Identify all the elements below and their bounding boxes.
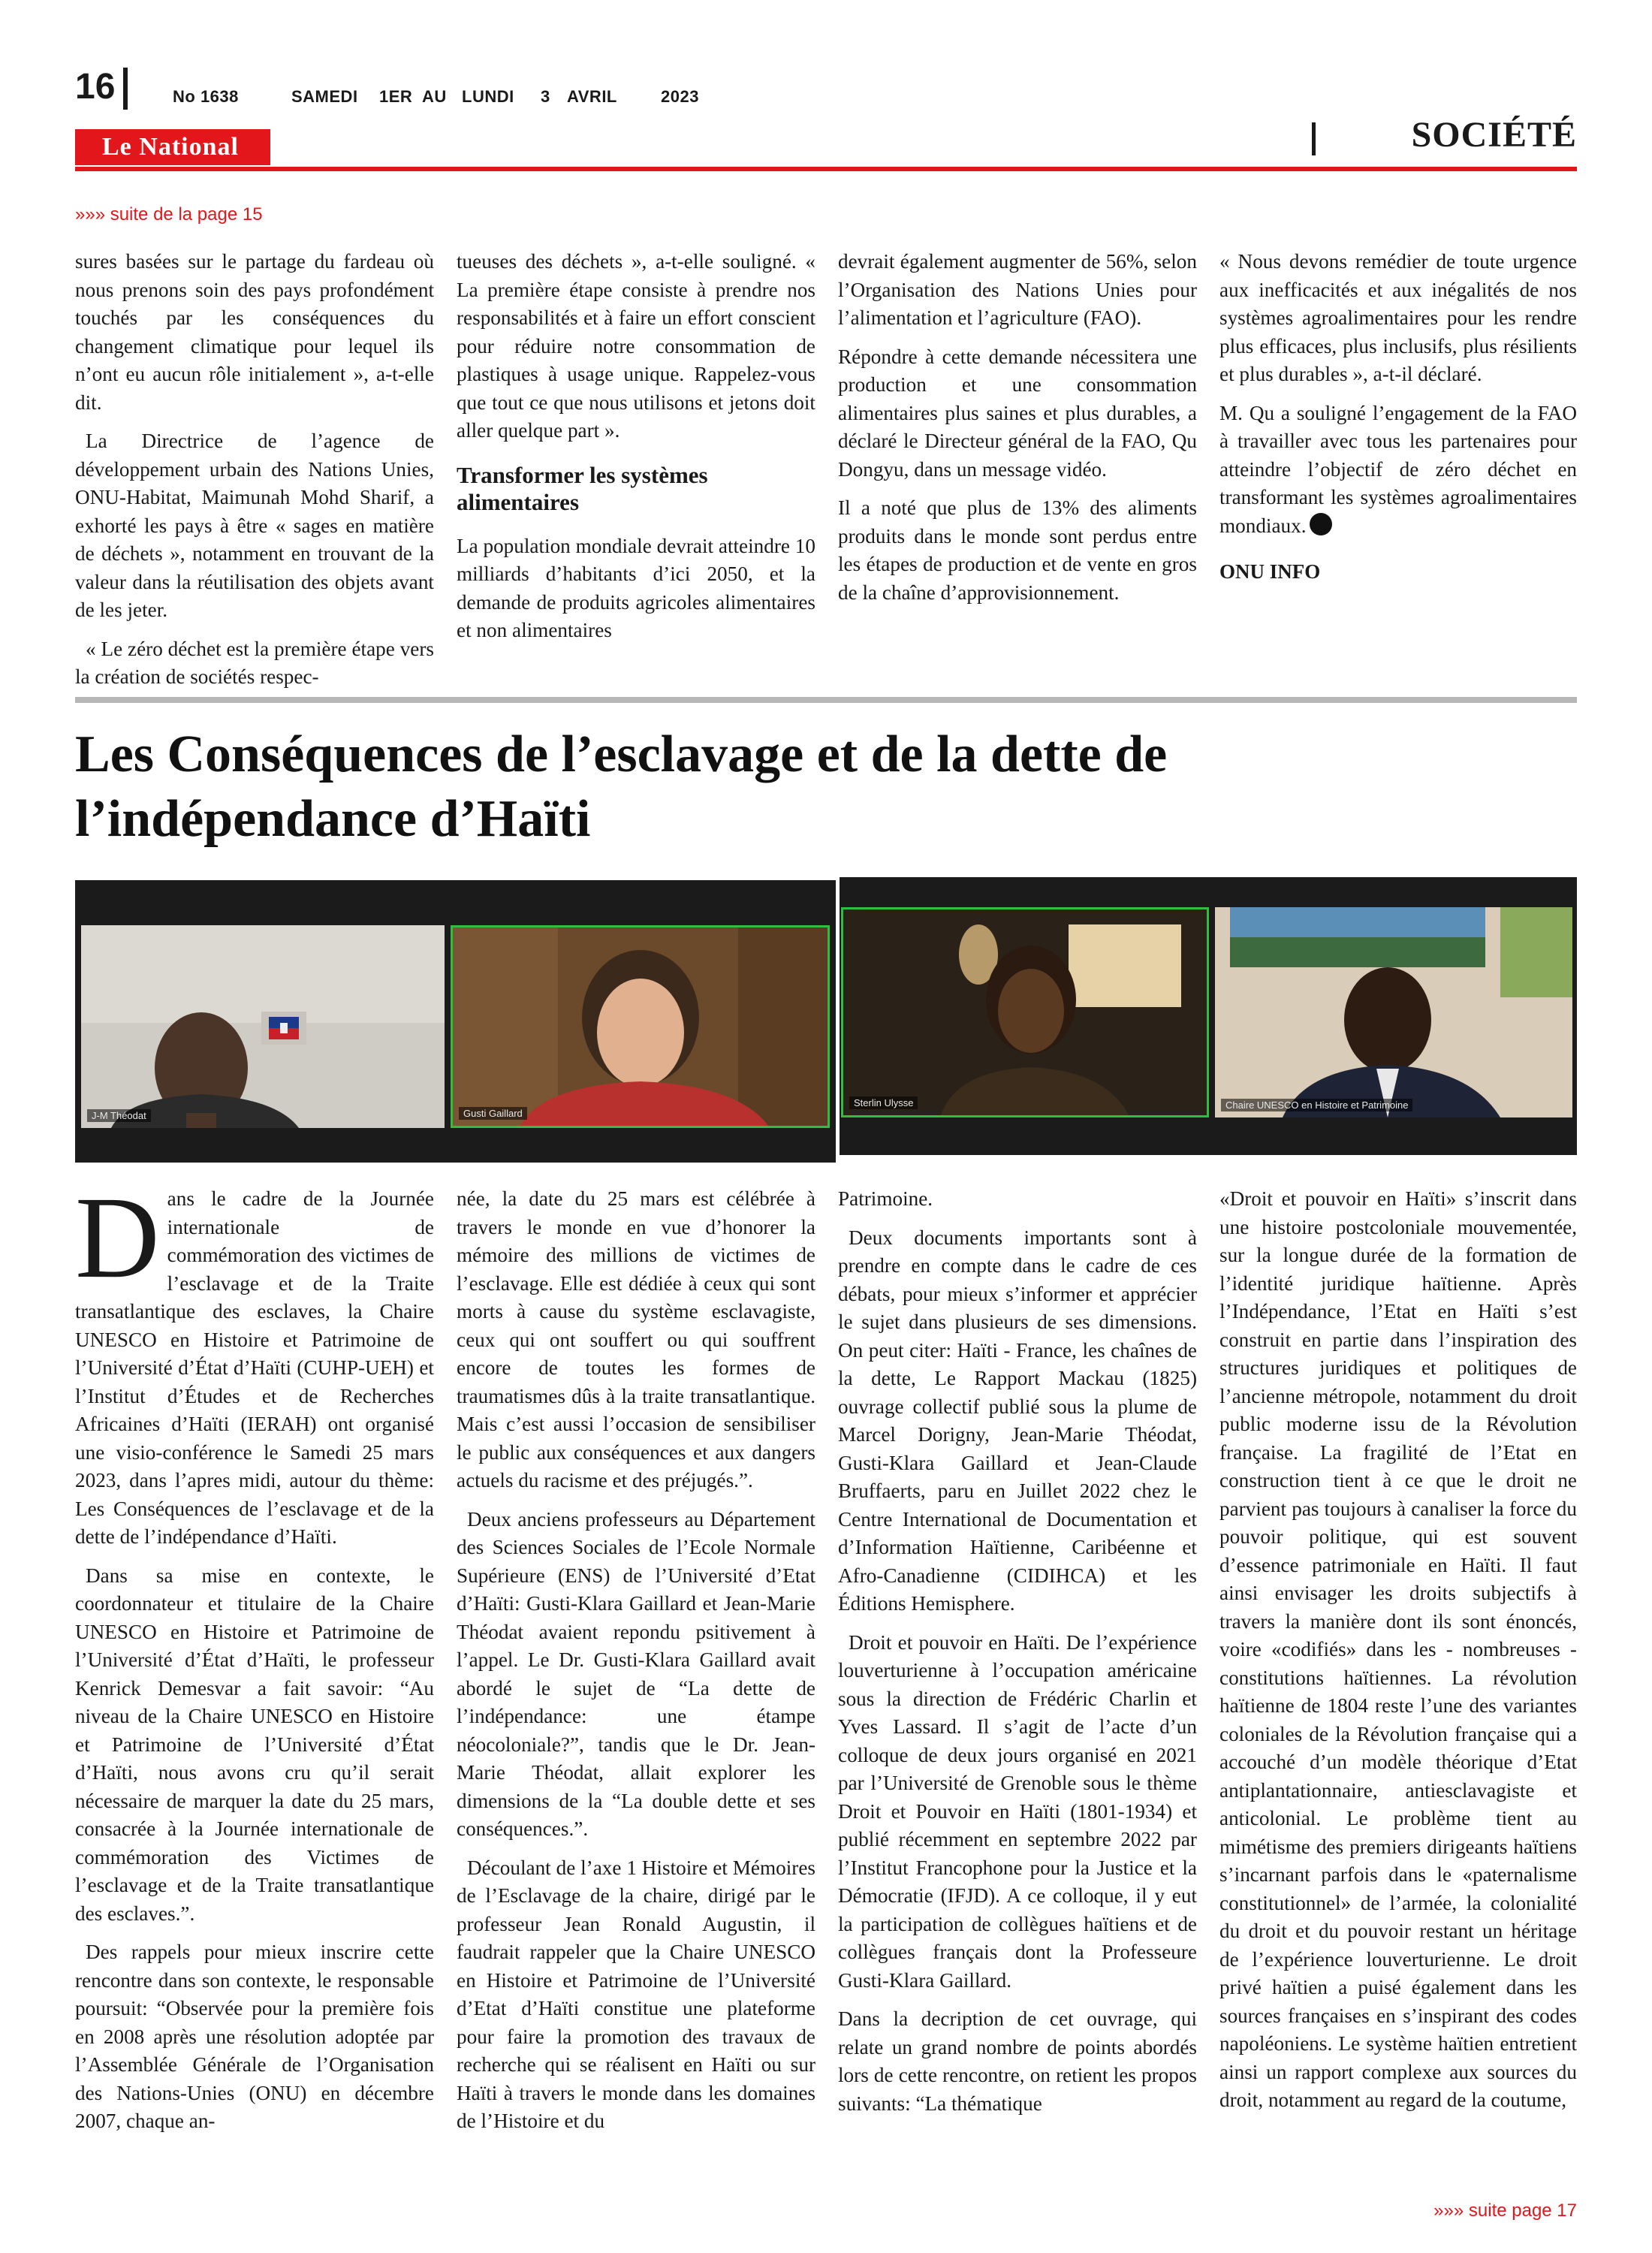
continued-to: »»» suite page 17 [1433,2200,1577,2221]
video-tile-gaillard [451,925,830,1128]
date-connector: AU [422,87,447,106]
header-red-rule [75,167,1577,171]
participant-image [1215,907,1572,1117]
article-signature: ONU INFO [1219,560,1321,583]
top-article-column-4 [1219,248,1577,587]
paragraph: «Droit et pouvoir en Haïti» s’inscrit dans une histoire postcoloniale mouvementée, sur la longue durée de la formation de l’identité juridique haïtienne. Après l’Indépendance, l’Etat en Haïti s’est construit en partie dans l’inspiration des structures juridiques et politiques de l’ancienne métropole, notamment du droit public moderne issu de la Révolution française. La fragilité de l’Etat en construction tient à ce que le droit ne parvient pas toujours à canaliser la force du pouvoir politique, qui est souvent d’essence patrimoniale en Haïti. Il faut ainsi envisager les droits subjectifs à travers la manière dont ils sont énoncés, voire «codifiés» dans les - nombreuses - constitutions haïtiennes. La révolution haïtienne de 1804 reste l’une des variantes coloniales de la Révolution française qui a accouché d’un modèle théorique d’Etat antiplantationnaire, antiesclavagiste et anticolonial. Le problème tient au mimétisme des premiers dirigeants haïtiens s’incarnant parfois dans le «paternalisme constitutionnel» de l’armée, la colonialité du droit et du pouvoir restant un héritage de l’expérience louverturienne. Le droit privé haïtien a puisé également dans les sources françaises en s’inspirant des codes napoléoniens. Le système haïtien entretient ainsi un rapport complexe aux sources du droit, notamment au regard de la coutume, [1219,1187,1577,2111]
main-article-column-3 [838,1185,1197,2128]
date-first: 1ER [379,87,413,106]
paragraph: Droit et pouvoir en Haïti. De l’expérience louverturienne à l’occupation américaine sous la direction de Frédéric Charlin et Yves Lassard. Il s’agit de l’acte d’un colloque de deux jours organisé en 2021 par l’Université de Grenoble sous le thème Droit et Pouvoir en Haïti (1801-1934) et publié récemment en septembre 2022 par l’Institut Francophone pour la Justice et la Démocratie (IFJD). A ce colloque, il y eut la participation de collègues haïtiens et de collègues français dont la Professeure Gusti-Klara Gaillard. [838,1630,1197,1992]
continued-from: »»» suite de la page 15 [75,204,263,225]
paragraph-text: ans le cadre de la Journée internationale de commémoration des victimes de l’esclavage et de la Traite transatlantique des esclaves, la Chaire UNESCO en Histoire et Patrimoine de l’Université d’État d’Haïti (CUHP-UEH) et l’Institut d’Études et de Recherches Africaines d’Haïti (IERAH) ont organisé une visio-conférence le Samedi 25 mars 2023, dans l’apres midi, autour du thème: Les Conséquences de l’esclavage et de la dette de l’indépendance d’Haïti. [75,1187,434,1548]
video-tile-chaire [1215,907,1572,1117]
main-article-column-2 [457,1185,815,2146]
date-year: 2023 [661,87,699,106]
top-article-column-2 [457,248,815,656]
top-article-column-1 [75,248,434,702]
page-number: 16 [75,67,116,107]
paragraph: Répondre à cette demande nécessitera une production et une consommation alimentaires plus saines et plus durables, a déclaré le Directeur général de la FAO, Qu Dongyu, dans un message vidéo. [838,345,1197,481]
date-day: SAMEDI [291,87,358,106]
paragraph: tueuses des déchets », a-t-elle souligné. « La première étape consiste à prendre nos responsabilités et à faire un effort conscient pour réduire notre consommation de plastiques à usage unique. Rappelez-vous que tout ce que nous utilisons et jetons doit aller quelque part ». [457,250,815,442]
paragraph: devrait également augmenter de 56%, selon l’Organisation des Nations Unies pour l’alimentation et l’agriculture (FAO). [838,250,1197,329]
article-separator [75,697,1577,703]
drop-cap: D [75,1172,160,1302]
headline-line-1: Les Conséquences de l’esclavage et de la dette de [75,725,1168,783]
video-tile-theodat [81,925,445,1128]
videoconference-photo-left [75,880,836,1163]
paragraph: Deux documents importants sont à prendre en compte dans le cadre de ces débats, pour mieux s’informer et apprécier le sujet dans plusieurs de ses dimensions. On peut citer: Haïti - France, les chaînes de la dette, Le Rapport Mackau (1825) ouvrage collectif publié sous la plume de Marcel Dorigny, Jean-Marie Théodat, Gusti-Klara Gaillard et Jean-Claude Bruffaerts, paru en Juillet 2022 chez le Centre International de Documentation et d’Information Haïtienne, Caribéenne et Afro-Canadienne (CIDIHCA) et les Éditions Hemisphere. [838,1226,1197,1615]
page-number-divider [123,68,128,110]
main-article-column-1 [75,1172,434,2146]
subheading: Transformer les systèmes alimentaires [457,461,708,515]
main-article-column-4 [1219,1185,1577,2125]
paragraph: Deux anciens professeurs au Département des Sciences Sociales de l’Ecole Normale Supérieure (ENS) de l’Université d’Etat d’Haïti: Gusti-Klara Gaillard et Jean-Marie Théodat avaient repondu psitivement à l’appel. Le Dr. Gusti-Klara Gaillard avait abordé le sujet de “La dette de l’indépendance: une étampe néocoloniale?”, tandis que le Dr. Jean-Marie Théodat, allait explorer les dimensions de la “La double dette et ses conséquences.”. [457,1507,815,1840]
date-day2: LUNDI [462,87,514,106]
paragraph: née, la date du 25 mars est célébrée à travers le monde en vue d’honorer la mémoire des millions de victimes de l’esclavage. Elle est dédiée à ceux qui sont morts à cause du système esclavagiste, ceux qui ont souffert ou qui souffrent encore de toutes les formes de traumatismes dûs à la traite transatlantique. Mais c’est aussi l’occasion de sensibiliser le public aux conséquences et aux dangers actuels du racisme et des préjugés.”. [457,1187,815,1491]
paragraph: Dans sa mise en contexte, le coordonnateur et titulaire de la Chaire UNESCO en Histoire et Patrimoine de l’Université d’État d’Haïti, le professeur Kenrick Demesvar a fait savoir: “Au niveau de la Chaire UNESCO en Histoire et Patrimoine de l’Université d’État d’Haïti, nous avons cru qu’il serait nécessaire de marquer la date du 25 mars, consacrée à la Journée internationale de commémoration des Victimes de l’esclavage et de la Traite transatlantique des esclaves.”. [75,1564,434,1925]
paragraph: La Directrice de l’agence de développement urbain des Nations Unies, ONU-Habitat, Maimunah Mohd Sharif, a exhorté les pays à être « sages en matière de déchets », notamment en trouvant de la valeur dans la réutilisation des objets avant de les jeter. [75,430,434,621]
headline [75,722,1577,852]
brand-name: Le National [102,133,239,161]
participant-label: Gusti Gaillard [459,1107,527,1120]
page-header [75,66,1577,119]
headline-line-2: l’indépendance d’Haïti [75,790,591,848]
issue-number: No 1638 [173,87,239,106]
paragraph: sures basées sur le partage du fardeau où nous prenons soin des pays profondément touchés par les conséquences du changement climatique pour lequel ils n’ont eu aucun rôle initialement », a-t-elle dit. [75,250,434,414]
date-num: 3 [541,87,550,106]
participant-label: Chaire UNESCO en Histoire et Patrimoine [1221,1099,1412,1111]
participant-label: Sterlin Ulysse [849,1096,918,1109]
paragraph: Des rappels pour mieux inscrire cette rencontre dans son contexte, le responsable poursuit: “Observée pour la première fois en 2008 après une résolution adoptée par l’Assemblée Générale de l’Organisation des Nations-Unies (ONU) en décembre 2007, chaque an- [75,1941,434,2132]
participant-label: J-M Théodat [87,1109,151,1122]
participant-image [843,909,1207,1115]
paragraph [75,1172,434,1552]
paragraph: Dans la decription de cet ouvrage, qui relate un grand nombre de points abordés lors de cette rencontre, on retient les propos suivants: “La thématique [838,2007,1197,2115]
participant-image [81,925,445,1128]
paragraph: « Le zéro déchet est la première étape vers la création de sociétés respec- [75,637,434,688]
date-month: AVRIL [567,87,617,106]
end-mark-icon [1310,513,1332,535]
paragraph: « Nous devons remédier de toute urgence aux inefficacités et aux inégalités de nos systèmes agroalimentaires pour les rendre plus efficaces, plus inclusifs, plus résilients et plus durables », a-t-il déclaré. [1219,250,1577,385]
paragraph-text: M. Qu a souligné l’engagement de la FAO à travailler avec tous les partenaires pour atteindre l’objectif de zéro déchet en transformant les systèmes agroalimentaires mondiaux. [1219,401,1577,537]
paragraph: Il a noté que plus de 13% des aliments produits dans le monde sont perdus entre les étapes de production et de vente en gros de la chaîne d’approvisionnement. [838,496,1197,604]
paragraph: Découlant de l’axe 1 Histoire et Mémoires de l’Esclavage de la chaire, dirigé par le professeur Jean Ronald Augustin, il faudrait rappeler que la Chaire UNESCO en Histoire et Patrimoine de l’Université d’Etat d’Haïti constitue une plateforme pour faire la promotion des travaux de recherche qui se réalisent en Haïti ou sur Haïti à travers le monde dans les domaines de l’Histoire et du [457,1856,815,2132]
section-divider [1312,122,1316,155]
section-title: SOCIÉTÉ [1411,115,1577,155]
participant-image [453,927,828,1126]
paragraph [1219,400,1577,541]
brand-banner [75,129,270,165]
video-tile-ulysse [841,907,1209,1117]
top-article-column-3 [838,248,1197,617]
videoconference-photo-right [840,877,1577,1155]
paragraph: La population mondiale devrait atteindre 10 milliards d’habitants d’ici 2050, et la demande de produits agricoles alimentaires et non alimentaires [457,534,815,641]
paragraph: Patrimoine. [838,1187,933,1210]
